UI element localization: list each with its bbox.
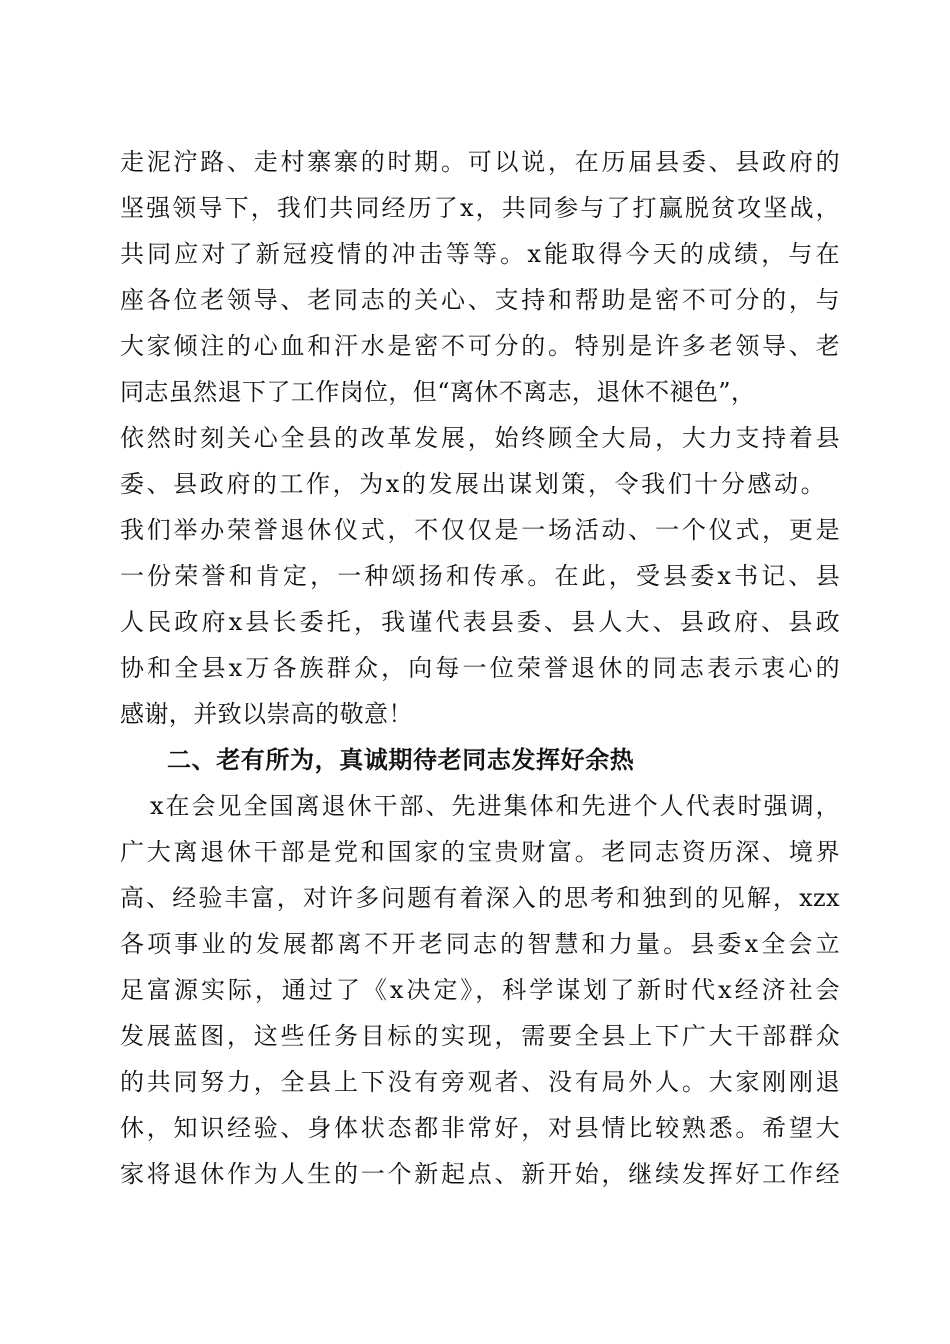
text-line: 高、经验丰富，对许多问题有着深入的思考和独到的见解，xzx [120,884,840,912]
text-line: 共同应对了新冠疫情的冲击等等。x能取得今天的成绩，与在 [120,240,840,268]
text-line: 大家倾注的心血和汗水是密不可分的。特别是许多老领导、老 [120,332,840,360]
text-line: 足富源实际，通过了《x决定》，科学谋划了新时代x经济社会 [120,976,840,1004]
text-line: 感谢，并致以崇高的敬意！ [120,700,413,728]
text-line: 发展蓝图，这些任务目标的实现，需要全县上下广大干部群众 [120,1022,840,1050]
text-line: 我们举办荣誉退休仪式，不仅仅是一场活动、一个仪式，更是 [120,516,840,544]
text-line: 同志虽然退下了工作岗位，但“离休不离志，退休不褪色”， [120,378,756,406]
text-line: 依然时刻关心全县的改革发展，始终顾全大局，大力支持着县 [120,424,840,452]
text-line: 各项事业的发展都离不开老同志的智慧和力量。县委x全会立 [120,930,840,958]
text-line: 的共同努力，全县上下没有旁观者、没有局外人。大家刚刚退 [120,1068,840,1096]
text-line: 坚强领导下，我们共同经历了x，共同参与了打赢脱贫攻坚战， [120,194,840,222]
text-line: 走泥泞路、走村寨寨的时期。可以说，在历届县委、县政府的 [120,148,840,176]
text-line: 座各位老领导、老同志的关心、支持和帮助是密不可分的，与 [120,286,840,314]
text-line: 广大离退休干部是党和国家的宝贵财富。老同志资历深、境界 [120,838,840,866]
text-line: 一份荣誉和肯定，一种颂扬和传承。在此，受县委x书记、县 [120,562,840,590]
text-line: 休，知识经验、身体状态都非常好，对县情比较熟悉。希望大 [120,1114,840,1142]
text-line: x在会见全国离退休干部、先进集体和先进个人代表时强调， [150,792,840,820]
text-line: 委、县政府的工作，为x的发展出谋划策，令我们十分感动。 [120,470,825,498]
section-heading: 二、老有所为，真诚期待老同志发挥好余热 [167,746,635,774]
text-line: 人民政府x县长委托，我谨代表县委、县人大、县政府、县政 [120,608,840,636]
text-line: 家将退休作为人生的一个新起点、新开始，继续发挥好工作经 [120,1160,840,1188]
text-line: 协和全县x万各族群众，向每一位荣誉退休的同志表示衷心的 [120,654,840,682]
